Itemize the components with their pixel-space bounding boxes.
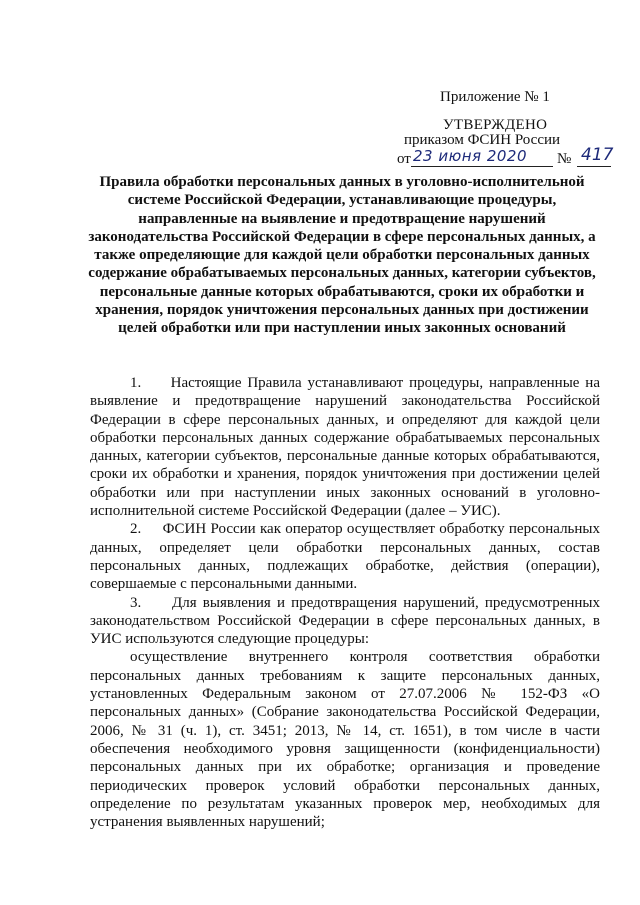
- order-date-number-line: [397, 145, 617, 168]
- handwritten-date: 23 июня 2020: [413, 147, 528, 165]
- handwritten-number: 417: [581, 145, 614, 165]
- paragraph-3-procedure-1: осуществление внутреннего контроля соответствия обработки персональных данных требованиям к защите персональных данных, установленных Федеральным законом от 27.07.2006 № 152-ФЗ «О персональных данных» (Собрание законодательства Российской Федерации, 2006, № 31 (ч. 1), ст. 3451; 2013, № 14, ст. 1651), в том числе в части обеспечения необходимого уровня защищенности (конфиденциальности) персональных данных при их обработке; организация и проведение периодических проверок условий обработки персональных данных, определение по результатам указанных проверок мер, необходимых для устранения выявленных нарушений;: [90, 649, 600, 831]
- document-body: [90, 374, 600, 831]
- document-title: Правила обработки персональных данных в уголовно-исполнительной системе Российской Федерации, устанавливающие процедуры, направленные на выявление и предотвращение нарушений законодательства Российской Федерации в сфере персональных данных, а также определяющие для каждой цели обработки персональных данных содержание обрабатываемых персональных данных, категории субъектов, персональные данные которых обрабатываются, сроки их обработки и хранения, порядок уничтожения персональных данных при достижении целей обработки или при наступлении иных законных оснований: [88, 174, 596, 337]
- paragraph-1: 1. Настоящие Правила устанавливают процедуры, направленные на выявление и предотвращение нарушений законодательства Российской Федерации в сфере персональных данных, и определяют для каждой цели обработки персональных данных содержание обрабатываемых персональных данных, категории субъектов, персональные данные которых обрабатываются, сроки их обработки и хранения, порядок уничтожения при достижении целей обработки или при наступлении иных законных оснований в уголовно-исполнительной системе Российской Федерации (далее – УИС).: [90, 375, 600, 520]
- from-label: от: [397, 151, 411, 167]
- paragraph-3: 3. Для выявления и предотвращения нарушений, предусмотренных законодательством Российской Федерации в сфере персональных данных, в УИС используются следующие процедуры:: [90, 594, 600, 648]
- number-label: №: [557, 151, 572, 167]
- appendix-label: Приложение № 1: [440, 89, 550, 105]
- paragraph-2: 2. ФСИН России как оператор осуществляет обработку персональных данных, определяет цели обработки персональных данных, состав персональных данных, подлежащих обработке, действия (операции), совершаемые с персональными данными.: [90, 521, 600, 593]
- approved-stamp-text: УТВЕРЖДЕНО: [443, 117, 548, 133]
- date-underline: [411, 166, 553, 167]
- order-reference: приказом ФСИН России: [404, 132, 561, 148]
- number-underline: [577, 166, 611, 167]
